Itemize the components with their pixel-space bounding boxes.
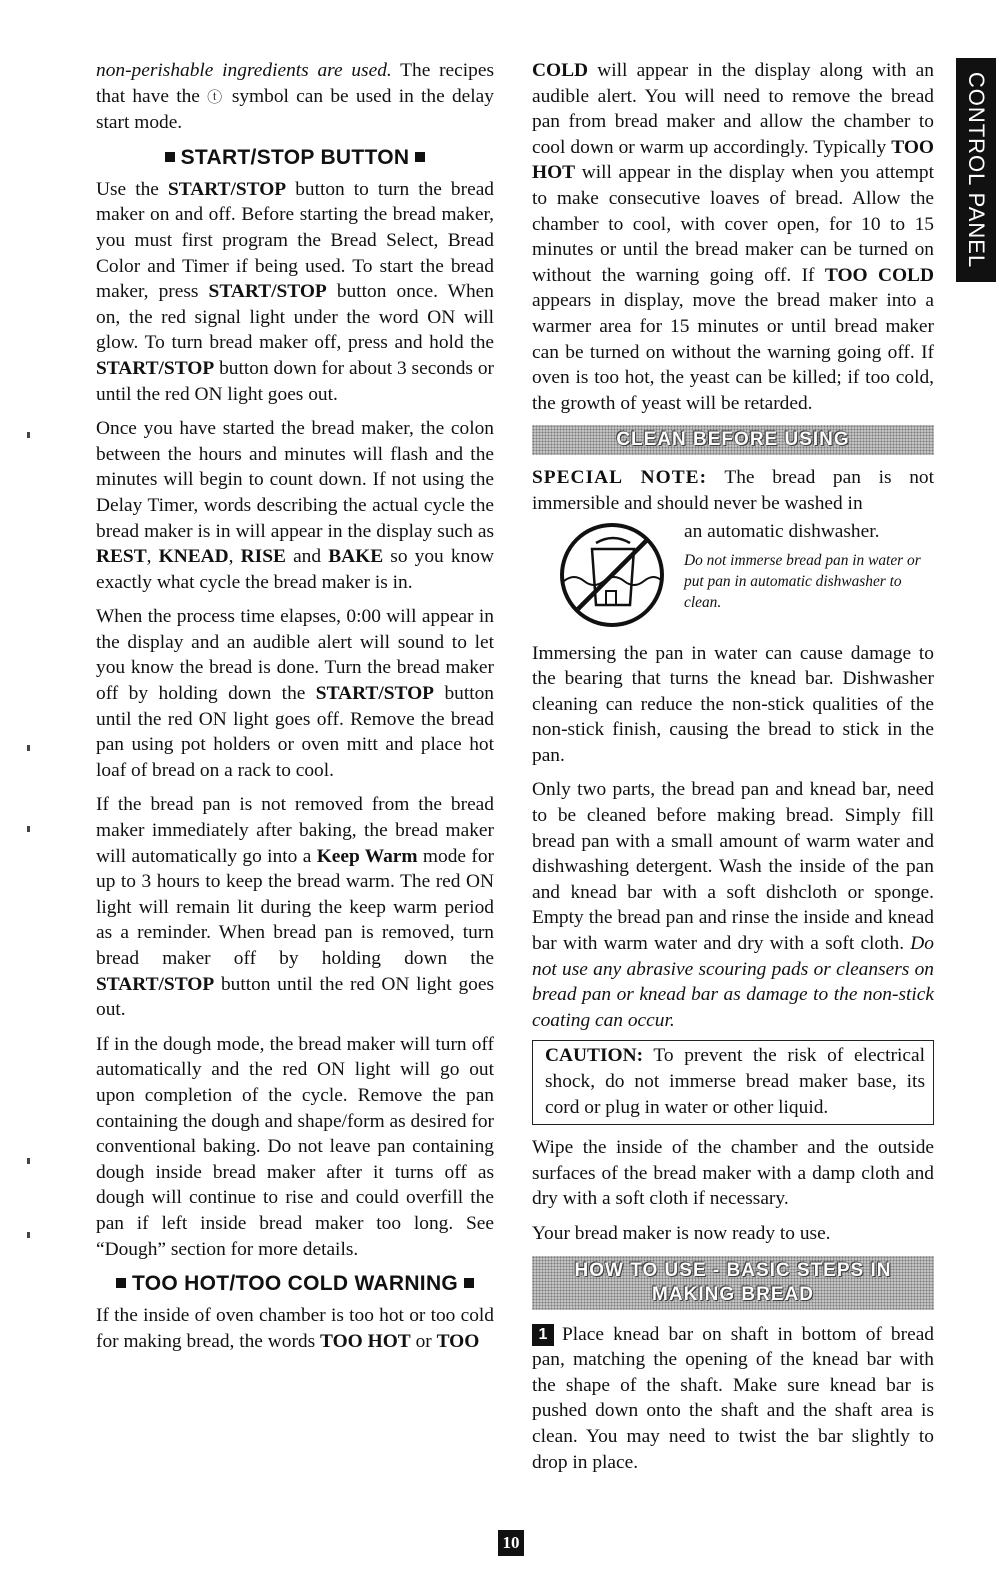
start-stop-heading: START/STOP BUTTON xyxy=(96,146,494,170)
margin-mark xyxy=(27,432,30,438)
process-complete-paragraph: When the process time elapses, 0:00 will appear in the display and an audible alert will sound to let you know the bread is done. Turn the bread maker off by holding down the START/STOP button until the red ON light goes off. Remove the bread pan using pot holders or oven mitt and place hot loaf of bread on a rack to cool. xyxy=(96,606,494,781)
cleaning-paragraph: Only two parts, the bread pan and knead bar, need to be cleaned before making bread. Simply fill bread pan with a small amount of warm water and dishwashing detergent. Wash the inside of the pan and knead bar with a soft dishcloth or sponge. Empty the bread pan and rinse the inside and knead bar with warm water and dry with a soft cloth. Do not use any abrasive scouring pads or cleansers on bread pan or knead bar as damage to the non-stick coating can occur. xyxy=(532,779,934,1031)
warning-paragraph: If the inside of oven chamber is too hot or too cold for making bread, the words TOO HOT or TOO xyxy=(96,1305,494,1352)
special-note-continued: an automatic dishwasher. xyxy=(684,520,880,542)
keep-warm-paragraph: If the bread pan is not removed from the bread maker immediately after baking, the bread maker will automatically go into a Keep Warm mode for up to 3 hours to keep the bread warm. The red ON light will remain lit during the keep warm period as a reminder. When bread pan is removed, turn bread maker off by holding down the START/STOP button until the red ON light goes out. xyxy=(96,794,494,1021)
start-stop-paragraph: Use the START/STOP button to turn the bread maker on and off. Before starting the bread maker, you must first program the Bread Select, Bread Color and Timer if being used. To start the bread maker, press START/STOP button once. When on, the red signal light under the word ON will glow. To turn bread maker off, press and hold the START/STOP button down for about 3 seconds or until the red ON light goes out. xyxy=(96,178,494,405)
wipe-paragraph: Wipe the inside of the chamber and the outside surfaces of the bread maker with a damp cloth and dry with a soft cloth if necessary. xyxy=(532,1137,934,1210)
step-number-badge: 1 xyxy=(532,1324,554,1346)
intro-paragraph: non-perishable ingredients are used. The recipes that have the ⓣ symbol can be used in the delay start mode. xyxy=(96,60,494,134)
immersing-paragraph: Immersing the pan in water can cause damage to the bearing that turns the knead bar. Dishwasher cleaning can reduce the non-stick qualities of the non-stick finish, causing the bread to stick in the pan. xyxy=(532,642,934,766)
margin-mark xyxy=(27,1158,30,1164)
left-column xyxy=(96,58,494,1363)
right-column xyxy=(532,58,934,1484)
caution-box: CAUTION: To prevent the risk of electrical shock, do not immerse bread maker base, its cord or plug in water or other liquid. xyxy=(532,1040,934,1125)
no-immerse-icon xyxy=(556,519,668,631)
margin-mark xyxy=(27,826,30,832)
cycle-display-paragraph: Once you have started the bread maker, the colon between the hours and minutes will flash and the minutes will begin to count down. If not using the Delay Timer, words describing the actual cycle the bread maker is in will appear in the display such as REST, KNEAD, RISE and BAKE so you know exactly what cycle the bread maker is in. xyxy=(96,418,494,593)
image-caption: Do not immerse bread pan in water or put pan in automatic dishwasher to clean. xyxy=(684,552,921,612)
page-number: 10 xyxy=(498,1530,524,1556)
margin-mark xyxy=(27,1232,30,1238)
warning-heading: TOO HOT/TOO COLD WARNING xyxy=(96,1272,494,1296)
how-to-use-banner: HOW TO USE - BASIC STEPS IN MAKING BREAD xyxy=(532,1256,934,1310)
no-immerse-figure xyxy=(532,519,934,631)
timer-symbol-icon: ⓣ xyxy=(207,87,225,106)
margin-mark xyxy=(27,745,30,751)
clean-before-using-banner: CLEAN BEFORE USING xyxy=(532,425,934,455)
control-panel-tab: CONTROL PANEL xyxy=(956,58,996,282)
warning-continued-paragraph: COLD will appear in the display along with an audible alert. You will need to remove the bread pan from bread maker and allow the chamber to cool down or warm up accordingly. Typically TOO HOT will appear in the display when you attempt to make consecutive loaves of bread. Allow the chamber to cool, with cover open, for 10 to 15 minutes or until the bread maker can be turned on without the warning going off. If TOO COLD appears in display, move the bread maker into a warmer area for 15 minutes or until bread maker can be turned on without the warning going off. If oven is too hot, the yeast can be killed; if too cold, the growth of yeast will be retarded. xyxy=(532,60,934,414)
special-note-paragraph: SPECIAL NOTE: The bread pan is not immersible and should never be washed in xyxy=(532,467,934,514)
dough-mode-paragraph: If in the dough mode, the bread maker will turn off automatically and the red ON light will go out upon completion of the cycle. Remove the pan containing the dough and shape/form as desired for conventional baking. Do not leave pan containing dough inside bread maker after it turns off as dough will continue to rise and could overfill the pan if left inside bread maker too long. See “Dough” section for more details. xyxy=(96,1033,494,1260)
step-1-paragraph: 1 Place knead bar on shaft in bottom of bread pan, matching the opening of the knead bar with the shape of the shaft. Make sure knead bar is pushed down onto the shaft and the shaft area is clean. You may need to twist the bar slightly to drop in place. xyxy=(532,1323,934,1473)
ready-paragraph: Your bread maker is now ready to use. xyxy=(532,1222,831,1244)
